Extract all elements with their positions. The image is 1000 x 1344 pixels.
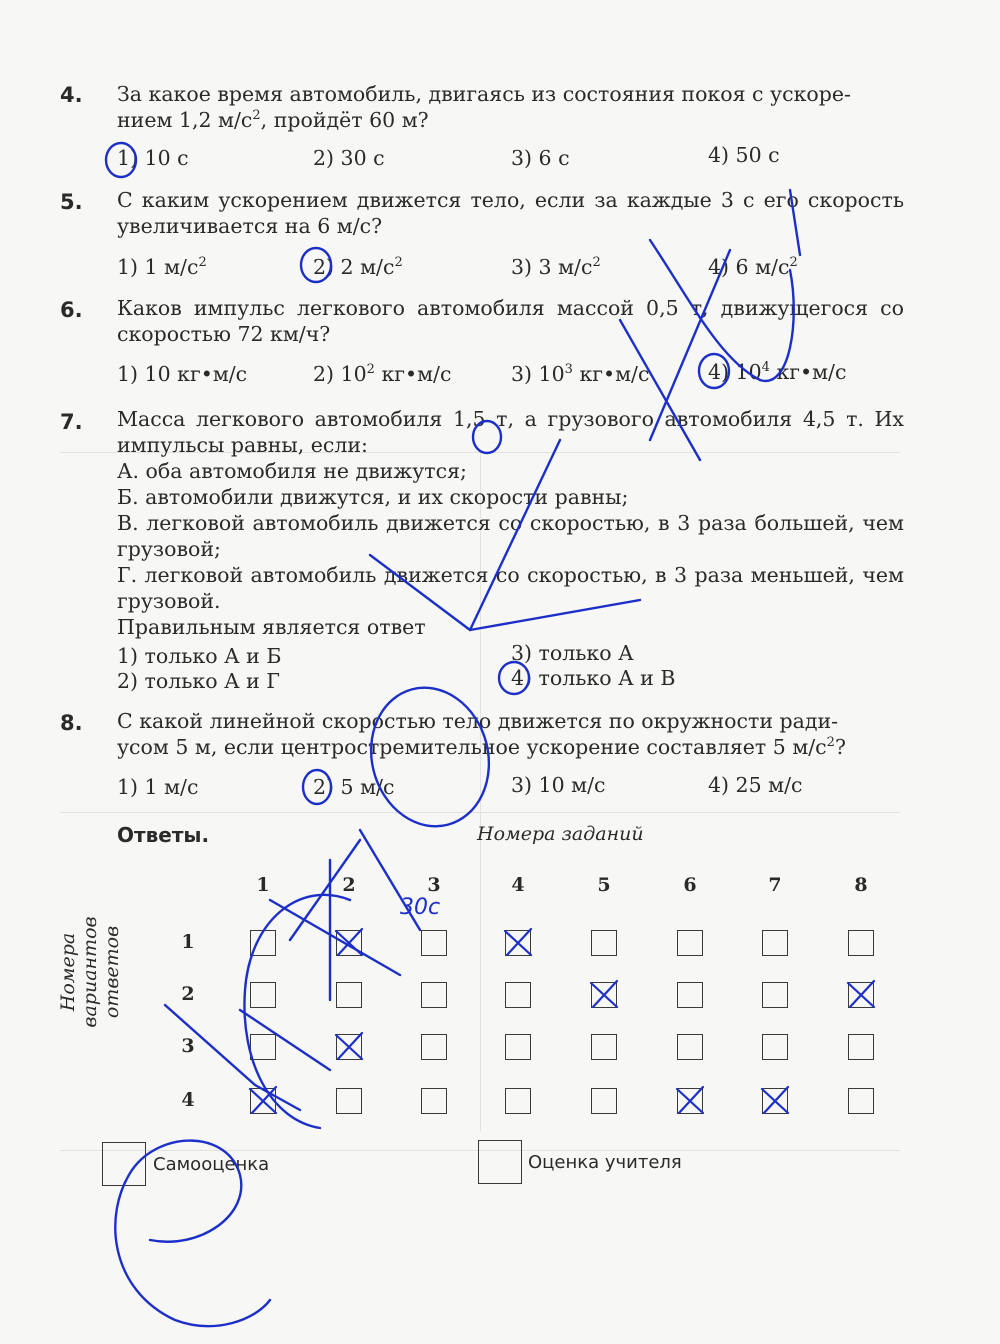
question-4-line-1: За какое время автомобиль, двигаясь из состояния покоя с ускоре-	[117, 82, 851, 106]
question-8-number: 8.	[60, 711, 83, 735]
ink-stroke	[360, 830, 420, 930]
question-8-line-1: С какой линейной скоростью тело движется по окружности ради-	[117, 709, 839, 733]
question-8-line-2: усом 5 м, если центростремительное ускорение составляет 5 $м/с^2$?	[117, 735, 846, 759]
q7-option-1[interactable]: 1) только А и Б	[117, 644, 282, 668]
q4-option-1[interactable]: 1) 10 с	[117, 146, 189, 170]
question-6-number: 6.	[60, 298, 83, 322]
question-5-number: 5.	[60, 190, 83, 214]
answer-circle	[106, 143, 136, 177]
ink-letter-o	[356, 674, 504, 839]
q5-option-4[interactable]: 4) 6 $м/с^2$	[708, 255, 798, 279]
question-7-statement-g: Г. легковой автомобиль движется со скоростью, в 3 раза меньшей, чем грузовой.	[117, 563, 904, 613]
question-4-line-2: нием 1,2 $м/с^2$, пройдёт 60 м?	[117, 108, 429, 132]
answer-variants-label: Номера вариантов ответов	[57, 916, 123, 1028]
ink-stroke	[620, 320, 700, 460]
ink-stroke	[370, 555, 640, 630]
question-5-text: С каким ускорением движется тело, если за каждые 3 с его скорость увеличивается на 6 м/с?	[117, 188, 904, 238]
q8-option-2[interactable]: 2) 5 м/с	[313, 775, 395, 799]
ink-stroke	[290, 840, 360, 940]
ink-stroke	[790, 190, 800, 255]
q6-option-3[interactable]: 3) $10^3$ кг•м/с	[511, 362, 650, 386]
ink-stroke	[470, 440, 560, 630]
q6-option-4[interactable]: 4) $10^4$ кг•м/с	[708, 360, 847, 384]
q7-option-3[interactable]: 3) только А	[511, 641, 634, 665]
ink-small-o	[473, 421, 501, 453]
task-column-header: 3	[427, 874, 441, 896]
variant-row-header: 1	[181, 931, 195, 953]
q5-option-1[interactable]: 1) 1 $м/с^2$	[117, 255, 207, 279]
task-numbers-caption: Номера заданий	[477, 823, 644, 845]
task-column-header: 8	[854, 874, 868, 896]
ink-stroke	[650, 240, 794, 381]
question-6-text: Каков импульс легкового автомобиля массой 0,5 т, движущегося со скоростью 72 км/ч?	[117, 296, 904, 346]
handwritten-note: 30с	[400, 895, 441, 920]
q5-option-2[interactable]: 2) 2 $м/с^2$	[313, 255, 403, 279]
ink-stroke	[165, 1005, 300, 1110]
variant-row-header: 2	[181, 983, 195, 1005]
q4-option-3[interactable]: 3) 6 с	[511, 146, 570, 170]
ink-letter-e	[115, 1141, 270, 1326]
task-column-header: 1	[256, 874, 270, 896]
ink-stroke	[650, 250, 730, 440]
q6-option-2[interactable]: 2) $10^2$ кг•м/с	[313, 362, 452, 386]
task-column-header: 4	[511, 874, 525, 896]
q6-option-1[interactable]: 1) 10 кг•м/с	[117, 362, 248, 386]
question-7-prompt: Правильным является ответ	[117, 615, 426, 639]
q4-option-4[interactable]: 4) 50 с	[708, 143, 780, 167]
question-4-number: 4.	[60, 83, 83, 107]
question-7-statement-a: А. оба автомобиля не движутся;	[117, 459, 467, 483]
question-7-statement-b: Б. автомобили движутся, и их скорости равны;	[117, 485, 629, 509]
task-column-header: 2	[342, 874, 356, 896]
q7-option-4[interactable]: 4) только А и В	[511, 666, 676, 690]
answer-circle	[499, 662, 529, 694]
variant-row-header: 4	[181, 1089, 195, 1111]
variant-row-header: 3	[181, 1035, 195, 1057]
q8-option-3[interactable]: 3) 10 м/с	[511, 773, 606, 797]
teacher-evaluation-label: Оценка учителя	[528, 1152, 682, 1173]
task-column-header: 7	[768, 874, 782, 896]
q4-option-2[interactable]: 2) 30 с	[313, 146, 385, 170]
answer-circle	[699, 354, 729, 388]
q8-option-4[interactable]: 4) 25 м/с	[708, 773, 803, 797]
q8-option-1[interactable]: 1) 1 м/с	[117, 775, 199, 799]
answer-circle	[303, 770, 331, 804]
answer-circle	[301, 248, 331, 282]
task-column-header: 5	[597, 874, 611, 896]
q5-option-3[interactable]: 3) 3 $м/с^2$	[511, 255, 601, 279]
question-7-number: 7.	[60, 410, 83, 434]
q7-option-2[interactable]: 2) только А и Г	[117, 669, 280, 693]
ink-stroke	[270, 900, 400, 975]
question-7-statement-v: В. легковой автомобиль движется со скоростью, в 3 раза большей, чем грузовой;	[117, 511, 904, 561]
task-column-header: 6	[683, 874, 697, 896]
answers-title: Ответы.	[117, 823, 210, 847]
self-evaluation-label: Самооценка	[153, 1154, 270, 1175]
question-7-intro: Масса легкового автомобиля 1,5 т, а грузового автомобиля 4,5 т. Их импульсы равны, если:	[117, 407, 904, 457]
